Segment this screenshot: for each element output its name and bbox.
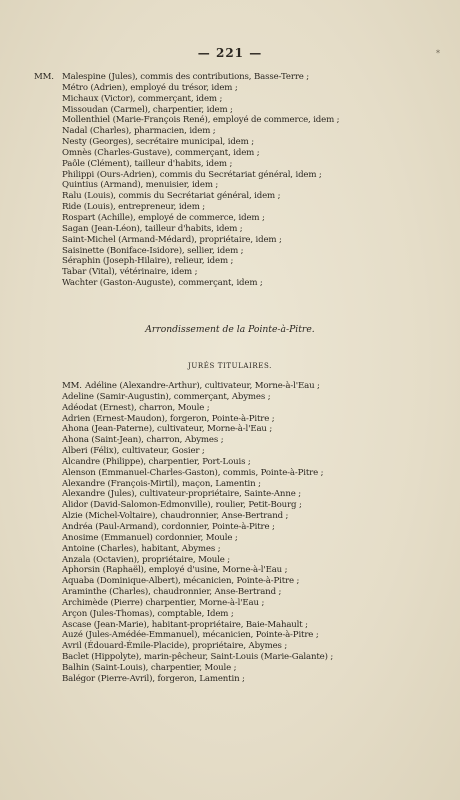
list-item — [0, 381, 460, 392]
juror-list-basse-terre — [0, 72, 460, 289]
list-item — [0, 533, 460, 544]
list-item — [0, 630, 460, 641]
juror-entry: Adéodat (Ernest), charron, Moule ; — [62, 402, 210, 413]
list-item — [0, 94, 460, 105]
juror-entry: Arçon (Jules-Thomas), comptable, Idem ; — [62, 608, 234, 619]
juror-entry: Sagan (Jean-Léon), tailleur d'habits, idem ; — [62, 223, 243, 234]
list-item — [0, 159, 460, 170]
list-item — [0, 424, 460, 435]
list-item — [0, 267, 460, 278]
list-item — [0, 213, 460, 224]
list-item — [0, 126, 460, 137]
juror-entry: Adrien (Ernest-Maudon), forgeron, Pointe-à-Pitre ; — [62, 413, 275, 424]
juror-entry: Anzala (Octavien), propriétaire, Moule ; — [62, 554, 231, 565]
juror-entry: Antoine (Charles), habitant, Abymes ; — [62, 543, 221, 554]
list-item — [0, 565, 460, 576]
juror-entry: Séraphin (Joseph-Hilaire), relieur, idem ; — [62, 256, 234, 267]
list-item — [0, 403, 460, 414]
juror-entry: Andréa (Paul-Armand), cordonnier, Pointe-à-Pitre ; — [62, 521, 275, 532]
list-item — [0, 663, 460, 674]
juror-entry: Paôle (Clément), tailleur d'habits, idem ; — [62, 158, 233, 169]
list-item — [0, 674, 460, 685]
honorific-prefix: MM. — [34, 72, 54, 82]
list-item — [0, 457, 460, 468]
list-item — [0, 620, 460, 631]
list-item — [0, 544, 460, 555]
juror-entry: Métro (Adrien), employé du trésor, idem ; — [62, 82, 238, 93]
juror-entry: Alberi (Félix), cultivateur, Gosier ; — [62, 446, 205, 457]
juror-entry: Ahona (Jean-Paterne), cultivateur, Morne-à-l'Eau ; — [62, 424, 273, 435]
list-item — [0, 170, 460, 181]
list-item — [0, 278, 460, 289]
juror-entry: Baclet (Hippolyte), marin-pêcheur, Saint-Louis (Marie-Galante) ; — [62, 652, 334, 663]
juror-entry: Ahona (Saint-Jean), charron, Abymes ; — [62, 435, 224, 446]
juror-entry: Ascase (Jean-Marie), habitant-propriétaire, Baie-Mahault ; — [62, 619, 308, 630]
juror-entry: Malespine (Jules), commis des contributions, Basse-Terre ; — [62, 72, 310, 82]
list-item — [0, 235, 460, 246]
list-item — [0, 511, 460, 522]
juror-entry: Mollenthiel (Marie-François René), employé de commerce, idem ; — [62, 115, 340, 126]
juror-entry: Tabar (Vital), vétérinaire, idem ; — [62, 267, 198, 278]
list-item — [0, 500, 460, 511]
list-item — [0, 180, 460, 191]
list-item — [0, 72, 460, 83]
juror-entry: Omnès (Charles-Gustave), commerçant, idem ; — [62, 147, 260, 158]
juror-entry: Ralu (Louis), commis du Secrétariat général, idem ; — [62, 191, 281, 202]
juror-entry: Nadal (Charles), pharmacien, idem ; — [62, 126, 216, 137]
juror-entry: Aphorsin (Raphaël), employé d'usine, Morne-à-l'Eau ; — [62, 565, 288, 576]
list-item — [0, 392, 460, 403]
juror-entry: Quintius (Armand), menuisier, idem ; — [62, 180, 219, 191]
juror-entry: Alexandre (François-Mirtil), maçon, Lamentin ; — [62, 478, 261, 489]
juror-entry: Alexandre (Jules), cultivateur-propriétaire, Sainte-Anne ; — [62, 489, 301, 500]
list-item — [0, 652, 460, 663]
list-item — [0, 414, 460, 425]
juror-entry: Adeline (Samir-Augustin), commerçant, Abymes ; — [62, 391, 271, 402]
corner-mark: * — [436, 49, 440, 58]
list-item — [0, 576, 460, 587]
list-item — [0, 224, 460, 235]
list-item — [0, 137, 460, 148]
juror-entry: Nesty (Georges), secrétaire municipal, idem ; — [62, 137, 254, 148]
juror-entry: Avril (Édouard-Émile-Placide), propriétaire, Abymes ; — [62, 641, 288, 652]
juror-entry: Aquaba (Dominique-Albert), mécanicien, Pointe-à-Pitre ; — [62, 576, 300, 587]
juror-entry: Alidor (David-Salomon-Edmonville), roulier, Petit-Bourg ; — [62, 500, 302, 511]
juror-entry: Ride (Louis), entrepreneur, idem ; — [62, 202, 206, 213]
honorific-prefix: MM. — [62, 381, 82, 391]
section-title: Arrondissement de la Pointe-à-Pitre. — [145, 324, 315, 335]
list-item — [0, 148, 460, 159]
list-item — [0, 598, 460, 609]
list-item — [0, 105, 460, 116]
list-item — [0, 587, 460, 598]
list-item — [0, 83, 460, 94]
juror-list-pointe-a-pitre — [0, 381, 460, 685]
list-item — [0, 256, 460, 267]
juror-entry: Anosime (Emmanuel) cordonnier, Moule ; — [62, 532, 238, 543]
list-item — [0, 479, 460, 490]
list-item — [0, 191, 460, 202]
list-item — [0, 115, 460, 126]
juror-entry: Auzé (Jules-Amédée-Emmanuel), mécanicien, Pointe-à-Pitre ; — [62, 630, 319, 641]
list-item — [0, 468, 460, 479]
juror-entry: Saint-Michel (Armand-Médard), propriétaire, idem ; — [62, 234, 282, 245]
list-item — [0, 555, 460, 566]
page-number: — 221 — — [197, 46, 263, 60]
juror-entry: Balégor (Pierre-Avril), forgeron, Lamentin ; — [62, 673, 245, 684]
juror-entry: Michaux (Victor), commerçant, idem ; — [62, 93, 223, 104]
list-item — [0, 609, 460, 620]
juror-entry: Philippi (Ours-Adrien), commis du Secrétariat général, idem ; — [62, 169, 322, 180]
juror-entry: Archimède (Pierre) charpentier, Morne-à-l'Eau ; — [62, 597, 265, 608]
list-item — [0, 641, 460, 652]
juror-entry: Alenson (Emmanuel-Charles-Gaston), commis, Pointe-à-Pitre ; — [62, 467, 324, 478]
list-item — [0, 435, 460, 446]
section-subheading: JURÉS TITULAIRES. — [188, 362, 272, 370]
juror-entry: Missoudan (Carmel), charpentier, idem ; — [62, 104, 233, 115]
juror-entry: Rospart (Achille), employé de commerce, idem ; — [62, 212, 265, 223]
list-item — [0, 489, 460, 500]
list-item — [0, 246, 460, 257]
juror-entry: Alzie (Michel-Voltaire), chaudronnier, Anse-Bertrand ; — [62, 511, 289, 522]
juror-entry: Adéline (Alexandre-Arthur), cultivateur, Morne-à-l'Eau ; — [85, 381, 320, 391]
list-item — [0, 446, 460, 457]
juror-entry: Alcandre (Philippe), charpentier, Port-Louis ; — [62, 456, 251, 467]
juror-entry: Wachter (Gaston-Auguste), commerçant, idem ; — [62, 278, 263, 289]
juror-entry: Araminthe (Charles), chaudronnier, Anse-Bertrand ; — [62, 587, 282, 598]
juror-entry: Balhin (Saint-Louis), charpentier, Moule ; — [62, 662, 237, 673]
list-item — [0, 522, 460, 533]
juror-entry: Saisinette (Boniface-Isidore), sellier, idem ; — [62, 245, 244, 256]
list-item — [0, 202, 460, 213]
